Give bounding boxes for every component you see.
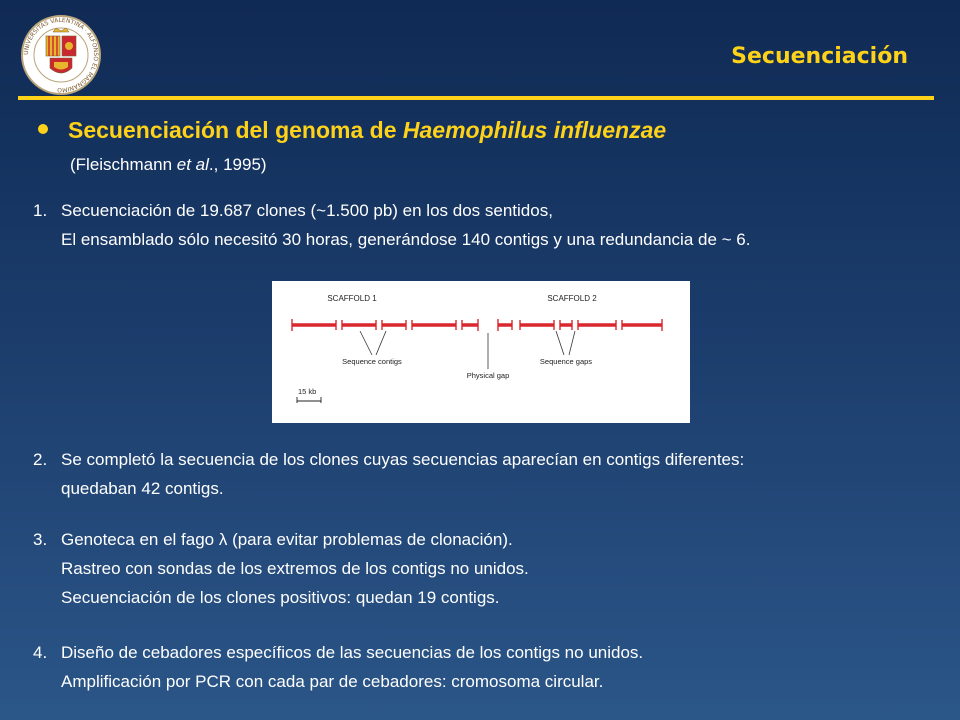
item-line: Diseño de cebadores específicos de las secuencias de los contigs no unidos. <box>61 643 644 662</box>
item-line: Secuenciación de los clones positivos: quedan 19 contigs. <box>61 588 500 607</box>
list-item-2 <box>33 445 744 503</box>
citation-etal: et al <box>176 155 209 174</box>
main-heading <box>68 117 666 144</box>
item-line: Genoteca en el fago <box>61 530 219 549</box>
lambda-symbol: λ <box>218 530 228 549</box>
scaffold-figure <box>272 281 690 423</box>
sequence-gaps-label: Sequence gaps <box>539 357 593 366</box>
title-divider <box>18 96 934 100</box>
item-line: El ensamblado sólo necesitó 30 horas, generándose 140 contigs y una redundancia de ~ 6. <box>61 230 751 249</box>
heading-text: Secuenciación del genoma de <box>68 117 403 143</box>
scaffold-2-label: SCAFFOLD 2 <box>547 294 597 303</box>
item-number: 4. <box>33 643 48 662</box>
scaffold-2-contigs <box>498 319 662 331</box>
list-item-3 <box>33 525 529 612</box>
bullet-icon <box>38 124 48 134</box>
list-item-1 <box>33 196 750 254</box>
list-item-4 <box>33 638 643 696</box>
item-number: 1. <box>33 201 48 220</box>
species-name: Haemophilus influenzae <box>402 117 667 143</box>
item-line: Secuenciación de 19.687 clones (~1.500 pb) en los dos sentidos, <box>61 201 553 220</box>
item-number: 3. <box>33 530 48 549</box>
item-line: Amplificación por PCR con cada par de cebadores: cromosoma circular. <box>61 672 604 691</box>
scaffold-1-label: SCAFFOLD 1 <box>327 294 377 303</box>
citation-year: ., 1995) <box>208 155 267 174</box>
svg-text:UNIVERSITAS VALENTINA · ALFONS: UNIVERSITAS VALENTINA · ALFONSO EL MAGNANIMO <box>22 16 100 94</box>
item-line: quedaban 42 contigs. <box>61 479 224 498</box>
scale-bar <box>297 387 321 403</box>
slide-title: Secuenciación <box>731 44 908 69</box>
item-line: (para evitar problemas de clonación). <box>227 530 513 549</box>
item-number: 2. <box>33 450 48 469</box>
item-line: Rastreo con sondas de los extremos de los contigs no unidos. <box>61 559 529 578</box>
sequence-contigs-label: Sequence contigs <box>342 357 402 366</box>
citation <box>70 155 267 175</box>
citation-author: (Fleischmann <box>70 155 177 174</box>
item-line: Se completó la secuencia de los clones cuyas secuencias aparecían en contigs diferentes: <box>61 450 745 469</box>
scale-label: 15 kb <box>298 387 317 396</box>
scaffold-1-contigs <box>292 319 478 331</box>
university-seal-logo <box>20 14 102 96</box>
physical-gap-label: Physical gap <box>466 371 510 380</box>
